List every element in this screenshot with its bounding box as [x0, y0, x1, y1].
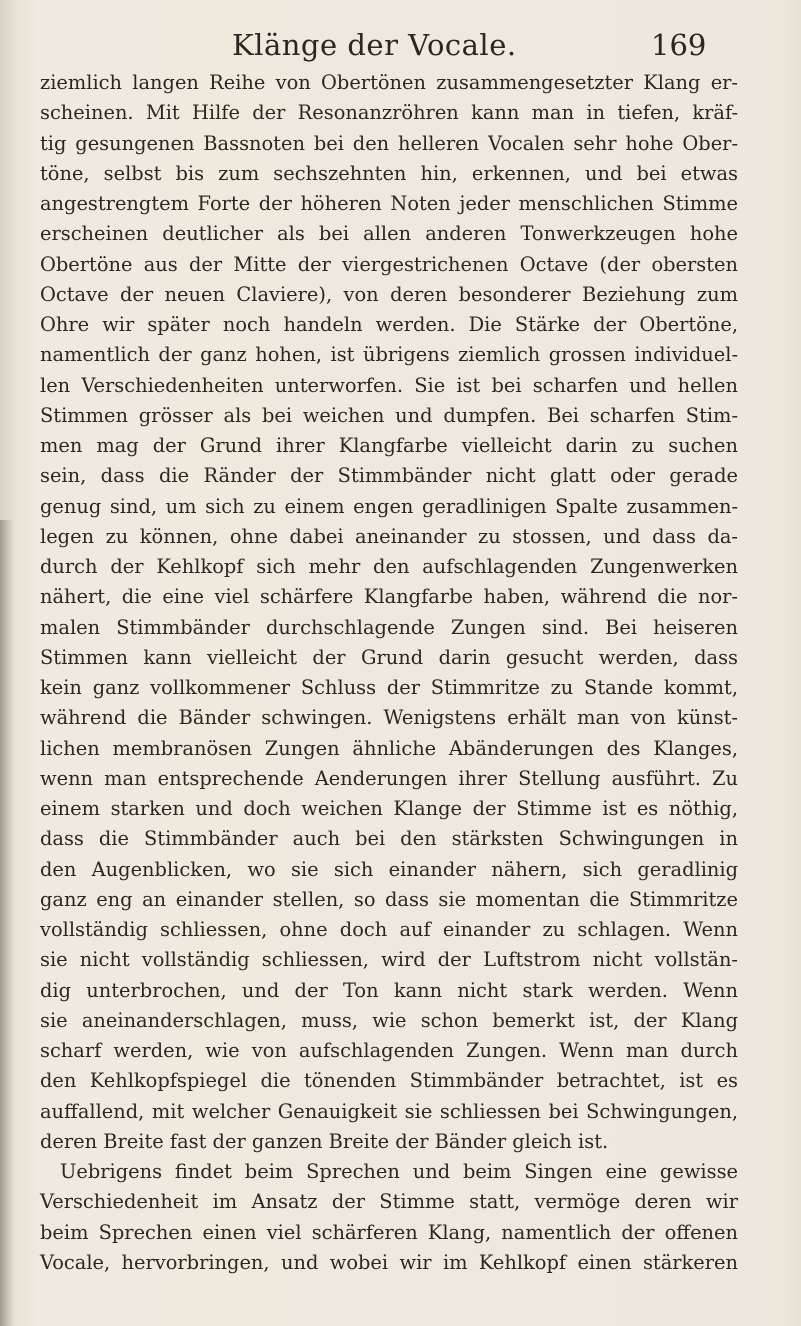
- text-line: namentlich der ganz hohen, ist übrigens ziemlich grossen individuel-: [40, 343, 738, 367]
- page-gutter-shadow: [0, 520, 14, 1326]
- text-line: töne, selbst bis zum sechszehnten hin, erkennen, und bei etwas: [40, 161, 738, 185]
- text-line: beim Sprechen einen viel schärferen Klang, namentlich der offenen: [40, 1220, 738, 1244]
- text-line: den Augenblicken, wo sie sich einander nähern, sich geradlinig: [40, 857, 738, 881]
- text-line: men mag der Grund ihrer Klangfarbe vielleicht darin zu suchen: [40, 434, 738, 457]
- text-line: Stimmen grösser als bei weichen und dumpfen. Bei scharfen Stim-: [40, 403, 738, 427]
- text-line: sie aneinanderschlagen, muss, wie schon bemerkt ist, der Klang: [40, 1008, 738, 1032]
- text-line: dass die Stimmbänder auch bei den stärksten Schwingungen in: [40, 827, 738, 851]
- text-line: scheinen. Mit Hilfe der Resonanzröhren kann man in tiefen, kräf-: [40, 101, 738, 125]
- body-text: [40, 68, 738, 1278]
- running-head-title: Klänge der Vocale.: [232, 28, 517, 62]
- text-line: durch der Kehlkopf sich mehr den aufschlagenden Zungenwerken: [40, 555, 738, 578]
- page-number: 169: [651, 28, 707, 62]
- text-line: tig gesungenen Bassnoten bei den helleren Vocalen sehr hohe Ober-: [40, 131, 738, 155]
- text-line: lichen membranösen Zungen ähnliche Abänderungen des Klanges,: [40, 736, 738, 760]
- text-line: Obertöne aus der Mitte der viergestrichenen Octave (der obersten: [40, 252, 738, 276]
- text-line: ganz eng an einander stellen, so dass sie momentan die Stimmritze: [40, 887, 738, 911]
- text-line: dig unterbrochen, und der Ton kann nicht stark werden. Wenn: [40, 978, 738, 1002]
- text-line: genug sind, um sich zu einem engen geradlinigen Spalte zusammen-: [40, 494, 738, 518]
- text-line: Vocale, hervorbringen, und wobei wir im Kehlkopf einen stärkeren: [40, 1250, 738, 1274]
- text-line: wenn man entsprechende Aenderungen ihrer Stellung ausführt. Zu: [40, 766, 738, 790]
- text-line: vollständig schliessen, ohne doch auf einander zu schlagen. Wenn: [40, 918, 738, 941]
- text-line: nähert, die eine viel schärfere Klangfarbe haben, während die nor-: [40, 585, 738, 609]
- text-line: sein, dass die Ränder der Stimmbänder nicht glatt oder gerade: [40, 464, 738, 488]
- running-head: [0, 24, 801, 68]
- text-line: legen zu können, ohne dabei aneinander zu stossen, und dass da-: [40, 524, 738, 548]
- text-line: Octave der neuen Claviere), von deren besonderer Beziehung zum: [40, 282, 738, 306]
- text-line: Verschiedenheit im Ansatz der Stimme statt, vermöge deren wir: [40, 1190, 738, 1214]
- text-line: Stimmen kann vielleicht der Grund darin gesucht werden, dass: [40, 645, 738, 669]
- text-line: sie nicht vollständig schliessen, wird der Luftstrom nicht vollstän-: [40, 948, 738, 972]
- text-line: scharf werden, wie von aufschlagenden Zungen. Wenn man durch: [40, 1039, 738, 1062]
- text-line: len Verschiedenheiten unterworfen. Sie ist bei scharfen und hellen: [40, 373, 738, 397]
- text-line: einem starken und doch weichen Klange der Stimme ist es nöthig,: [40, 797, 738, 820]
- text-line: während die Bänder schwingen. Wenigstens erhält man von künst-: [40, 706, 738, 730]
- text-line: ziemlich langen Reihe von Obertönen zusammengesetzter Klang er-: [40, 71, 738, 94]
- text-line-paragraph-start: Uebrigens findet beim Sprechen und beim Singen eine gewisse: [60, 1160, 738, 1183]
- text-line: erscheinen deutlicher als bei allen anderen Tonwerkzeugen hohe: [40, 222, 738, 246]
- text-line: Ohre wir später noch handeln werden. Die Stärke der Obertöne,: [40, 313, 738, 336]
- text-line: den Kehlkopfspiegel die tönenden Stimmbänder betrachtet, ist es: [40, 1069, 738, 1093]
- text-line: auffallend, mit welcher Genauigkeit sie schliessen bei Schwingungen,: [40, 1099, 738, 1123]
- text-line: kein ganz vollkommener Schluss der Stimmritze zu Stande kommt,: [40, 676, 738, 699]
- text-line-paragraph-end: deren Breite fast der ganzen Breite der Bänder gleich ist.: [40, 1129, 609, 1153]
- text-line: malen Stimmbänder durchschlagende Zungen sind. Bei heiseren: [40, 615, 738, 639]
- text-line: angestrengtem Forte der höheren Noten jeder menschlichen Stimme: [40, 192, 738, 215]
